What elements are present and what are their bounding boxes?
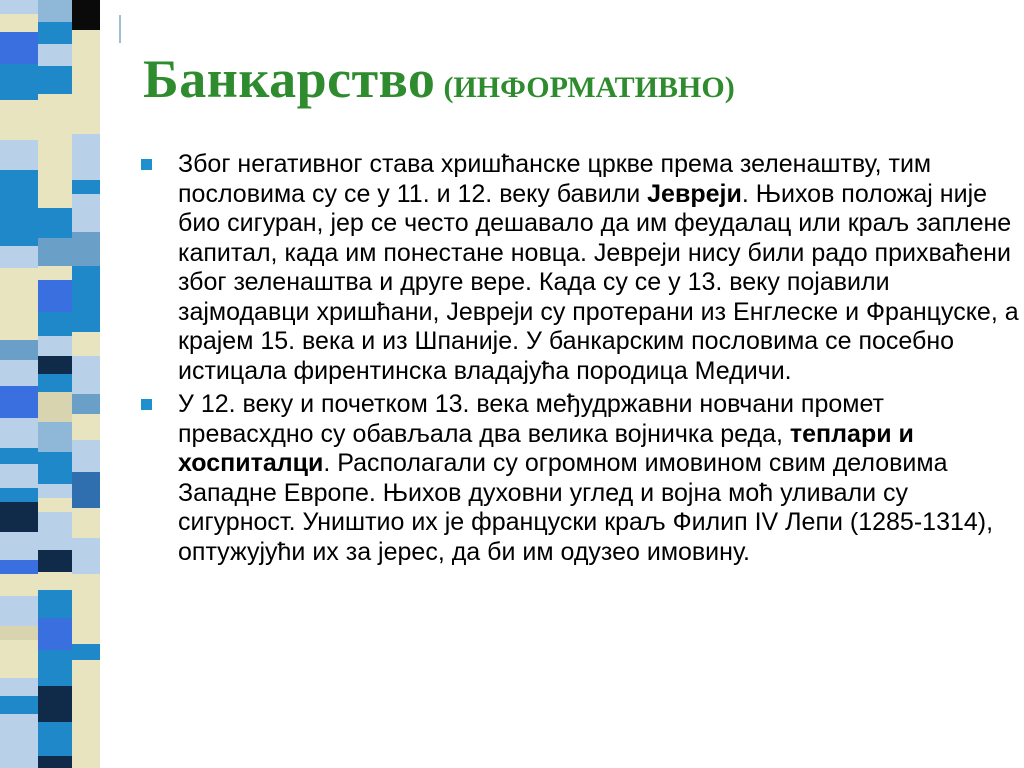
stripe-segment: [72, 694, 100, 710]
stripe-segment: [72, 194, 100, 232]
stripe-segment: [38, 392, 72, 422]
stripe-segment: [0, 64, 38, 100]
stripe-segment: [0, 114, 38, 140]
stripe-segment: [72, 574, 100, 590]
stripe-segment: [0, 100, 38, 114]
stripe-segment: [72, 710, 100, 744]
title-main: Банкарство: [143, 49, 436, 109]
stripe-segment: [72, 30, 100, 52]
stripe-segment: [38, 94, 72, 126]
stripe-segment: [72, 440, 100, 472]
stripe-column: [72, 0, 100, 768]
stripe-segment: [72, 266, 100, 302]
stripe-segment: [38, 66, 72, 94]
stripe-segment: [0, 418, 38, 448]
stripe-segment: [0, 574, 38, 596]
stripe-segment: [72, 180, 100, 194]
stripe-segment: [0, 696, 38, 714]
stripe-segment: [72, 74, 100, 108]
stripe-segment: [0, 0, 38, 14]
stripe-segment: [72, 508, 100, 538]
stripe-segment: [72, 332, 100, 356]
slide-title: [143, 48, 735, 110]
stripe-segment: [72, 660, 100, 694]
stripe-segment: [38, 44, 72, 66]
bullet-text: У 12. веку и почетком 13. века међудржавни новчани промет превасхдно су обављала два велика војничка реда,: [178, 390, 884, 448]
stripe-segment: [38, 178, 72, 208]
stripe-segment: [38, 590, 72, 618]
stripe-segment: [72, 108, 100, 134]
stripe-segment: [38, 312, 72, 336]
stripe-segment: [0, 268, 38, 292]
stripe-segment: [38, 22, 72, 44]
stripe-segment: [72, 624, 100, 644]
stripe-segment: [0, 596, 38, 626]
stripe-segment: [72, 744, 100, 768]
stripe-segment: [38, 280, 72, 312]
stripe-segment: [0, 678, 38, 696]
stripe-segment: [72, 590, 100, 610]
stripe-segment: [0, 762, 38, 768]
stripe-segment: [72, 52, 100, 74]
stripe-segment: [38, 650, 72, 686]
stripe-segment: [38, 356, 72, 374]
stripe-column: [0, 0, 38, 768]
stripe-segment: [0, 640, 38, 678]
stripe-segment: [0, 626, 38, 640]
stripe-segment: [38, 498, 72, 512]
stripe-segment: [0, 448, 38, 464]
stripe-segment: [38, 422, 72, 452]
stripe-segment: [38, 572, 72, 590]
stripe-segment: [0, 360, 38, 386]
bullet-text: . Њихов положај није био сигуран, јер се често дешавало да им феудалац или краљ заплене капитал, када им понестане новца. Јевреји нису били радо прихваћени због зеленаштва и друге вере. Када су се у 13. веку појавили зајмодавци хришћани, Јевреји су протерани из Енглеске и Француске, а крајем 15. века и из Шпаније. У банкарским пословима се посебно истицала фирентинска владајућа породица Медичи.: [178, 179, 1019, 385]
stripe-segment: [0, 224, 38, 246]
stripe-segment: [38, 686, 72, 722]
stripe-segment: [38, 238, 72, 266]
stripe-segment: [72, 0, 100, 30]
stripe-segment: [38, 126, 72, 152]
bullet-emphasis: Јевреји: [647, 179, 742, 208]
stripe-segment: [0, 32, 38, 64]
stripe-segment: [38, 618, 72, 650]
stripe-segment: [0, 488, 38, 502]
stripe-segment: [0, 386, 38, 418]
stripe-segment: [0, 246, 38, 268]
stripe-segment: [0, 170, 38, 200]
stripe-segment: [72, 538, 100, 574]
stripe-segment: [38, 0, 72, 22]
stripe-segment: [38, 152, 72, 178]
stripe-segment: [38, 336, 72, 356]
decorative-stripe-bar: [0, 0, 100, 768]
stripe-segment: [72, 356, 100, 394]
stripe-segment: [72, 414, 100, 440]
stripe-segment: [72, 394, 100, 414]
stripe-segment: [38, 374, 72, 392]
stripe-segment: [72, 610, 100, 624]
stripe-segment: [72, 302, 100, 332]
square-bullet-icon: [141, 159, 152, 170]
stripe-segment: [72, 134, 100, 158]
title-subtitle: (ИНФОРМАТИВНО): [443, 71, 735, 104]
stripe-segment: [0, 292, 38, 308]
stripe-segment: [0, 308, 38, 340]
stripe-segment: [0, 200, 38, 224]
stripe-segment: [72, 472, 100, 508]
stripe-segment: [0, 714, 38, 746]
stripe-segment: [72, 644, 100, 660]
stripe-segment: [0, 340, 38, 360]
stripe-segment: [38, 484, 72, 498]
stripe-segment: [0, 560, 38, 574]
stripe-segment: [38, 512, 72, 550]
stripe-segment: [0, 532, 38, 560]
stripe-segment: [0, 502, 38, 532]
stripe-segment: [0, 140, 38, 170]
bullet-list: [140, 150, 1020, 571]
stripe-segment: [38, 266, 72, 280]
bullet-emphasis: теплари и хоспиталци: [178, 419, 914, 477]
stripe-segment: [0, 14, 38, 32]
square-bullet-icon: [141, 399, 152, 410]
stripe-segment: [38, 208, 72, 238]
stripe-segment: [38, 452, 72, 484]
stripe-segment: [72, 232, 100, 266]
stripe-segment: [38, 722, 72, 756]
stripe-segment: [0, 746, 38, 762]
accent-tick: [119, 15, 121, 43]
stripe-segment: [38, 550, 72, 572]
stripe-segment: [0, 464, 38, 488]
stripe-segment: [72, 158, 100, 180]
stripe-segment: [38, 756, 72, 768]
bullet-text: Због негативног става хришћанске цркве према зеленаштву, тим пословима су се у 11. и 12. веку бавили: [178, 150, 932, 208]
bullet-item: [140, 390, 1020, 567]
bullet-item: [140, 150, 1020, 386]
bullet-text: . Располагали су огромном имовином свим деловима Западне Европе. Њихов духовни углед и војна моћ уливали су сигурност. Уништио их је француски краљ Филип IV Лепи (1285-1314), оптужујући их за јерес, да би им одузео имовину.: [178, 449, 994, 566]
stripe-column: [38, 0, 72, 768]
